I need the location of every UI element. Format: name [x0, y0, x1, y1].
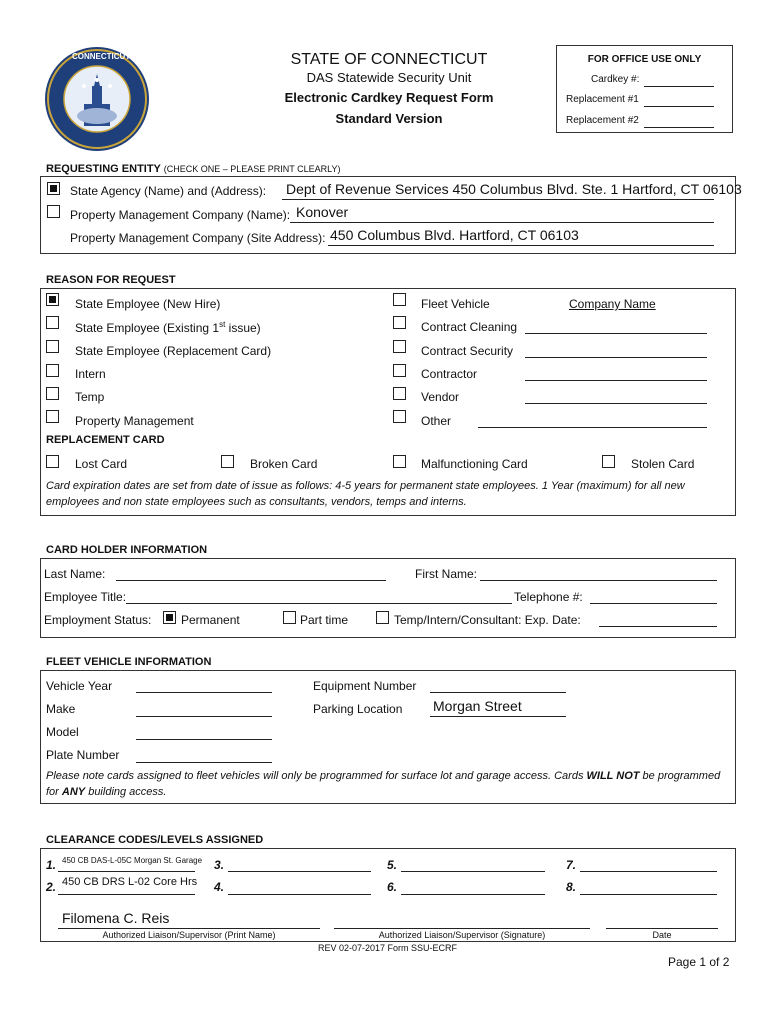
existing-label: State Employee (Existing 1st issue)	[75, 320, 261, 335]
permanent-checkbox[interactable]	[163, 611, 176, 624]
supervisor-name-value[interactable]: Filomena C. Reis	[62, 910, 170, 926]
code-8-number: 8.	[566, 880, 577, 894]
security-checkbox[interactable]	[393, 340, 406, 353]
seal-text-top: CONNECTICUT	[72, 52, 131, 61]
parking-value[interactable]: Morgan Street	[433, 698, 522, 714]
new-hire-checkbox[interactable]	[46, 293, 59, 306]
existing-checkbox[interactable]	[46, 316, 59, 329]
replacement2-label: Replacement #2	[566, 115, 639, 126]
code-4-number: 4.	[214, 880, 225, 894]
code-2-value[interactable]: 450 CB DRS L-02 Core Hrs	[62, 876, 198, 888]
temp-intern-label: Temp/Intern/Consultant: Exp. Date:	[394, 613, 581, 627]
office-use-title: FOR OFFICE USE ONLY	[587, 54, 702, 65]
code-1-value[interactable]: 450 CB DAS-L-05C Morgan St. Garage	[62, 856, 203, 865]
employee-title-label: Employee Title:	[44, 590, 127, 604]
exp-date-field[interactable]	[599, 626, 717, 627]
property-mgmt-checkbox[interactable]	[46, 410, 59, 423]
pm-site-value[interactable]: 450 Columbus Blvd. Hartford, CT 06103	[330, 227, 579, 243]
card-holder-heading: CARD HOLDER INFORMATION	[46, 544, 208, 556]
other-checkbox[interactable]	[393, 410, 406, 423]
state-agency-label: State Agency (Name) and (Address):	[70, 184, 267, 198]
parking-label: Parking Location	[313, 702, 403, 716]
other-field[interactable]	[478, 427, 707, 428]
code-3-number: 3.	[214, 858, 225, 872]
state-agency-line	[282, 199, 714, 200]
first-name-label: First Name:	[415, 567, 478, 581]
code-6-number: 6.	[387, 880, 398, 894]
property-mgmt-label: Property Management	[75, 414, 194, 428]
vendor-checkbox[interactable]	[393, 387, 406, 400]
fleet-checkbox[interactable]	[393, 293, 406, 306]
signature-caption: Authorized Liaison/Supervisor (Signature)	[378, 930, 546, 940]
cleaning-company-field[interactable]	[525, 333, 707, 334]
contractor-company-field[interactable]	[525, 380, 707, 381]
state-seal	[44, 46, 150, 152]
equipment-label: Equipment Number	[313, 679, 417, 693]
replacement1-label: Replacement #1	[566, 94, 639, 105]
supervisor-name-line	[58, 928, 320, 929]
code-2-line	[58, 894, 195, 895]
security-company-field[interactable]	[525, 357, 707, 358]
company-name-heading: Company Name	[569, 297, 656, 311]
lost-card-checkbox[interactable]	[46, 455, 59, 468]
date-field[interactable]	[606, 928, 718, 929]
vendor-company-field[interactable]	[525, 403, 707, 404]
code-5-number: 5.	[387, 858, 398, 872]
code-8-field[interactable]	[580, 894, 717, 895]
temp-label: Temp	[75, 390, 105, 404]
print-name-caption: Authorized Liaison/Supervisor (Print Name)	[102, 930, 276, 940]
telephone-label: Telephone #:	[514, 590, 583, 604]
other-label: Other	[421, 414, 452, 428]
stolen-card-checkbox[interactable]	[602, 455, 615, 468]
broken-card-checkbox[interactable]	[221, 455, 234, 468]
form-name: Electronic Cardkey Request Form	[284, 90, 494, 105]
vehicle-year-label: Vehicle Year	[46, 679, 113, 693]
intern-label: Intern	[75, 367, 106, 381]
pm-name-label: Property Management Company (Name):	[70, 208, 291, 222]
parking-line	[430, 716, 566, 717]
contractor-checkbox[interactable]	[393, 364, 406, 377]
code-1-number: 1.	[46, 858, 57, 872]
vehicle-year-field[interactable]	[136, 692, 272, 693]
code-6-field[interactable]	[401, 894, 545, 895]
telephone-field[interactable]	[590, 603, 717, 604]
state-agency-checkbox[interactable]	[47, 182, 60, 195]
requesting-entity-heading: REQUESTING ENTITY (CHECK ONE – PLEASE PRINT CLEARLY)	[46, 163, 341, 175]
vendor-label: Vendor	[421, 390, 460, 404]
code-2-number: 2.	[46, 880, 57, 894]
model-field[interactable]	[136, 739, 272, 740]
plate-field[interactable]	[136, 762, 272, 763]
pm-site-line	[328, 245, 714, 246]
expiration-note: Card expiration dates are set from date of issue as follows: 4-5 years for permanent state employees. 1 Year (maximum) for all new employees and non state employees such as consultants, vendors, temps and interns.	[46, 480, 685, 508]
plate-label: Plate Number	[46, 748, 120, 762]
lost-card-label: Lost Card	[75, 457, 128, 471]
temp-checkbox[interactable]	[46, 387, 59, 400]
date-caption: Date	[652, 930, 672, 940]
employment-status-label: Employment Status:	[44, 613, 152, 627]
temp-intern-checkbox[interactable]	[376, 611, 389, 624]
code-4-field[interactable]	[228, 894, 371, 895]
code-1-line	[58, 871, 195, 872]
intern-checkbox[interactable]	[46, 364, 59, 377]
security-label: Contract Security	[421, 344, 514, 358]
revision-note: REV 02-07-2017 Form SSU-ECRF	[318, 943, 458, 953]
cleaning-label: Contract Cleaning	[421, 320, 518, 334]
stolen-card-label: Stolen Card	[631, 457, 695, 471]
page-title: STATE OF CONNECTICUT	[290, 51, 488, 68]
last-name-field[interactable]	[116, 580, 386, 581]
fleet-note: Please note cards assigned to fleet vehicles will only be programmed for surface lot and garage access. Cards WILL NOT be programmed for ANY building access.	[46, 770, 721, 798]
make-field[interactable]	[136, 716, 272, 717]
cleaning-checkbox[interactable]	[393, 316, 406, 329]
fleet-heading: FLEET VEHICLE INFORMATION	[46, 656, 212, 668]
malfunctioning-card-label: Malfunctioning Card	[421, 457, 528, 471]
make-label: Make	[46, 702, 76, 716]
form-version: Standard Version	[335, 111, 443, 126]
pm-name-value[interactable]: Konover	[296, 204, 349, 220]
replacement-heading: REPLACEMENT CARD	[46, 434, 165, 446]
part-time-label: Part time	[300, 613, 349, 627]
employee-title-field[interactable]	[126, 603, 512, 604]
new-hire-label: State Employee (New Hire)	[75, 297, 221, 311]
pm-site-label: Property Management Company (Site Address):	[70, 231, 326, 245]
code-5-field[interactable]	[401, 871, 545, 872]
state-agency-value[interactable]: Dept of Revenue Services 450 Columbus Blvd. Ste. 1 Hartford, CT 06103	[286, 181, 742, 197]
equipment-field[interactable]	[430, 692, 566, 693]
replacement-card-checkbox[interactable]	[46, 340, 59, 353]
clearance-heading: CLEARANCE CODES/LEVELS ASSIGNED	[46, 834, 264, 846]
pm-name-checkbox[interactable]	[47, 205, 60, 218]
part-time-checkbox[interactable]	[283, 611, 296, 624]
contractor-label: Contractor	[421, 367, 478, 381]
first-name-field[interactable]	[480, 580, 717, 581]
pm-name-line	[290, 222, 714, 223]
replacement1-field[interactable]	[644, 106, 714, 107]
code-3-field[interactable]	[228, 871, 371, 872]
last-name-label: Last Name:	[44, 567, 106, 581]
unit-name: DAS Statewide Security Unit	[306, 70, 472, 85]
permanent-label: Permanent	[181, 613, 240, 627]
fleet-label: Fleet Vehicle	[421, 297, 490, 311]
replacement2-field[interactable]	[644, 127, 714, 128]
code-7-number: 7.	[566, 858, 577, 872]
code-7-field[interactable]	[580, 871, 717, 872]
cardkey-field[interactable]	[644, 86, 714, 87]
broken-card-label: Broken Card	[250, 457, 318, 471]
page-number: Page 1 of 2	[668, 955, 730, 969]
malfunctioning-card-checkbox[interactable]	[393, 455, 406, 468]
replacement-card-label: State Employee (Replacement Card)	[75, 344, 272, 358]
model-label: Model	[46, 725, 79, 739]
cardkey-label: Cardkey #:	[591, 74, 640, 85]
supervisor-signature-field[interactable]	[334, 928, 590, 929]
reason-heading: REASON FOR REQUEST	[46, 274, 176, 286]
